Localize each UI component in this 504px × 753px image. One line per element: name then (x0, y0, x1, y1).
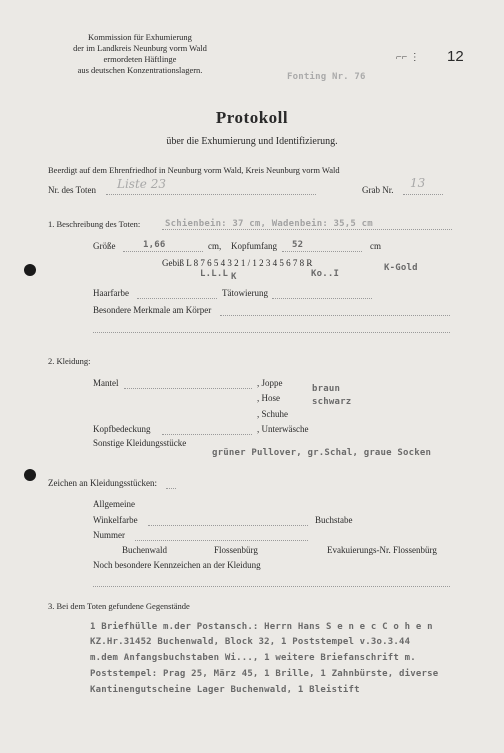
commission-line-2: der im Landkreis Neunburg vorm Wald (73, 43, 207, 53)
other-clothing-value: grüner Pullover, gr.Schal, graue Socken (212, 448, 432, 458)
commission-line-4: aus deutschen Konzentrationslagern. (77, 65, 203, 75)
height-label: Größe (93, 241, 116, 251)
teeth-typed-a: L.L.L (200, 269, 229, 279)
dead-number-label: Nr. des Toten (48, 185, 96, 195)
jacket-value: braun (312, 384, 341, 394)
page-number: 12 (447, 48, 464, 65)
underwear-label: , Unterwäsche (257, 424, 309, 434)
height-value: 1,66 (143, 240, 166, 250)
trousers-value: schwarz (312, 397, 352, 407)
section2-heading: 2. Kleidung: (48, 356, 91, 366)
item-line-4: Poststempel: Prag 25, März 45, 1 Brille, 1 Zahnbürste, diverse (90, 669, 439, 679)
marks-heading: Zeichen an Kleidungsstücken: (48, 478, 157, 488)
body-marks-dots-2 (93, 332, 450, 333)
height-unit: cm, (208, 241, 222, 251)
number-label: Nummer (93, 530, 125, 540)
number-dots (135, 540, 308, 541)
dead-number-dots (106, 194, 316, 195)
commission-line-1: Kommission für Exhumierung (88, 32, 192, 42)
bones-measurement: Schienbein: 37 cm, Wadenbein: 35,5 cm (165, 219, 373, 229)
bones-dots (162, 229, 452, 230)
burial-line: Beerdigt auf dem Ehrenfriedhof in Neunburg vorm Wald, Kreis Neunburg vorm Wald (48, 165, 340, 175)
item-line-2: KZ.Hr.31452 Buchenwald, Block 32, 1 Poststempel v.3o.3.44 (90, 637, 411, 647)
jacket-label: , Joppe (257, 378, 283, 388)
commission-line-3: ermordeten Häftlinge (103, 54, 177, 64)
other-marks-label: Noch besondere Kennzeichen an der Kleidung (93, 560, 261, 570)
hair-color-label: Haarfarbe (93, 288, 129, 298)
item-line-5: Kantinengutscheine Lager Buchenwald, 1 Bleistift (90, 685, 360, 695)
height-dots (123, 251, 203, 252)
triangle-color-label: Winkelfarbe (93, 515, 138, 525)
teeth-typed-b: K (231, 272, 237, 282)
grave-number-label: Grab Nr. (362, 185, 394, 195)
teeth-typed-c: Ko..I (311, 269, 340, 279)
trousers-label: , Hose (257, 393, 280, 403)
teeth-gold: K-Gold (384, 263, 418, 273)
other-marks-dots (93, 586, 450, 587)
item-line-1: 1 Briefhülle m.der Postansch.: Herrn Hans S e n e c C o h e n (90, 622, 433, 632)
other-clothing-label: Sonstige Kleidungsstücke (93, 438, 187, 448)
coat-label: Mantel (93, 378, 119, 388)
dead-number-value: Liste 23 (117, 177, 166, 191)
grave-number-dots (403, 194, 443, 195)
shoes-label: , Schuhe (257, 409, 288, 419)
section1-heading: 1. Beschreibung des Toten: (48, 219, 141, 229)
stamp-number: Fonting Nr. 76 (287, 72, 366, 82)
letter-label: Buchstabe (315, 515, 353, 525)
headwear-dots (162, 434, 252, 435)
body-marks-dots (220, 315, 450, 316)
coat-dots (124, 388, 252, 389)
triangle-color-dots (148, 525, 308, 526)
tattoo-label: Tätowierung (222, 288, 268, 298)
document-title: Protokoll (215, 108, 289, 127)
tattoo-dots (272, 298, 372, 299)
head-value: 52 (292, 240, 304, 250)
hair-color-dots (137, 298, 217, 299)
corner-mark: ⌐⌐ ⋮ (396, 52, 420, 63)
general-label: Allgemeine (93, 499, 135, 509)
grave-number-value: 13 (410, 176, 426, 190)
punch-hole-bottom (24, 469, 36, 481)
head-label: Kopfumfang (231, 241, 277, 251)
punch-hole-top (24, 264, 36, 276)
item-line-3: m.dem Anfangsbuchstaben Wi..., 1 weitere Briefanschrift m. (90, 653, 416, 663)
body-marks-label: Besondere Merkmale am Körper (93, 305, 212, 315)
head-unit: cm (370, 241, 381, 251)
headwear-label: Kopfbedeckung (93, 424, 151, 434)
marks-heading-dots (166, 488, 176, 489)
section3-heading: 3. Bei dem Toten gefundene Gegenstände (48, 601, 190, 611)
document-subtitle: über die Exhumierung und Identifizierung. (166, 136, 338, 147)
teeth-label: Gebiß L 8 7 6 5 4 3 2 1 / 1 2 3 4 5 6 7 8 R (162, 258, 313, 268)
evacuation-number-label: Evakuierungs-Nr. Flossenbürg (327, 545, 437, 555)
head-dots (282, 251, 362, 252)
flossenburg-label: Flossenbürg (214, 545, 258, 555)
buchenwald-label: Buchenwald (122, 545, 167, 555)
